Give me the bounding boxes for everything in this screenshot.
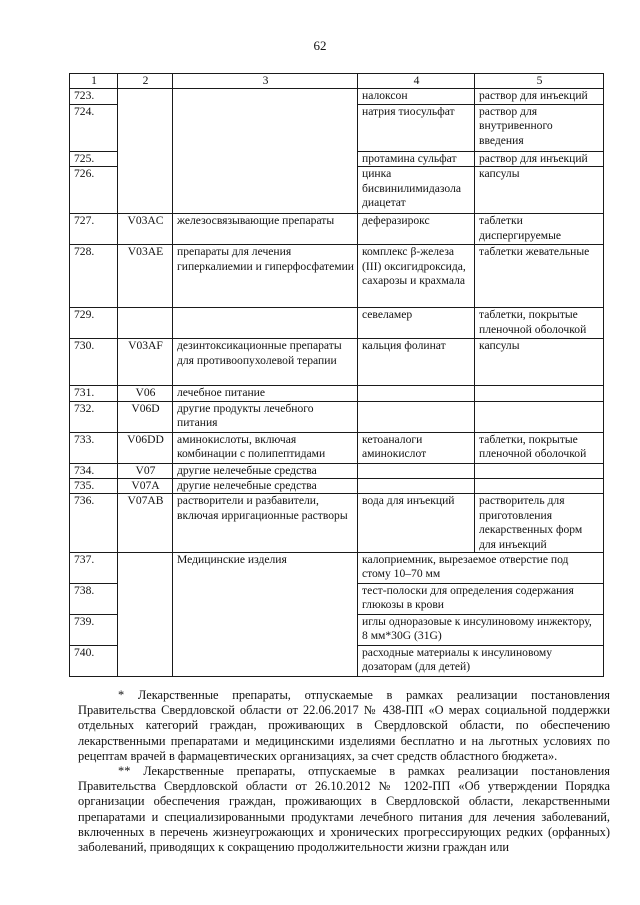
table-header-row bbox=[70, 74, 604, 89]
drug-name: натрия тиосульфат bbox=[358, 104, 475, 151]
drug-name: цинка бисвинилимидазола диацетат bbox=[358, 167, 475, 214]
table-row bbox=[70, 494, 604, 553]
atc-code bbox=[118, 553, 173, 677]
dosage-form: раствор для внутривенного введения bbox=[475, 104, 604, 151]
atc-code bbox=[118, 89, 173, 214]
dosage-form: раствор для инъекций bbox=[475, 89, 604, 104]
drug-name: севеламер bbox=[358, 308, 475, 339]
atc-code: V03AF bbox=[118, 339, 173, 386]
atc-code: V06DD bbox=[118, 432, 173, 463]
dosage-form: таблетки, покрытые пленочной оболочкой bbox=[475, 308, 604, 339]
table-row bbox=[70, 401, 604, 432]
group-name: другие продукты лечебного питания bbox=[173, 401, 358, 432]
group-name: железосвязывающие препараты bbox=[173, 214, 358, 245]
header-col-3: 3 bbox=[173, 74, 358, 89]
table-body bbox=[70, 89, 604, 677]
dosage-form: таблетки диспергируемые bbox=[475, 214, 604, 245]
group-name: другие нелечебные средства bbox=[173, 479, 358, 494]
drug-name bbox=[358, 386, 475, 401]
row-number: 725. bbox=[70, 151, 118, 166]
page-number: 62 bbox=[313, 38, 327, 53]
row-number: 734. bbox=[70, 463, 118, 478]
device-name: тест-полоски для определения содержания глюкозы в крови bbox=[358, 584, 604, 615]
row-number: 727. bbox=[70, 214, 118, 245]
drug-name bbox=[358, 401, 475, 432]
table-row bbox=[70, 308, 604, 339]
table-row bbox=[70, 214, 604, 245]
table-row bbox=[70, 479, 604, 494]
row-number: 724. bbox=[70, 104, 118, 151]
dosage-form: таблетки жевательные bbox=[475, 245, 604, 308]
row-number: 733. bbox=[70, 432, 118, 463]
dosage-form: капсулы bbox=[475, 339, 604, 386]
row-number: 740. bbox=[70, 646, 118, 677]
row-number: 726. bbox=[70, 167, 118, 214]
dosage-form bbox=[475, 386, 604, 401]
row-number: 731. bbox=[70, 386, 118, 401]
medicines-table bbox=[69, 73, 604, 677]
group-name bbox=[173, 89, 358, 214]
row-number: 732. bbox=[70, 401, 118, 432]
dosage-form: растворитель для приготовления лекарственных форм для инъекций bbox=[475, 494, 604, 553]
drug-name: комплекс β-железа (III) оксигидроксида, сахарозы и крахмала bbox=[358, 245, 475, 308]
device-name: расходные материалы к инсулиновому дозаторам (для детей) bbox=[358, 646, 604, 677]
atc-code: V03AC bbox=[118, 214, 173, 245]
drug-name bbox=[358, 479, 475, 494]
drug-name: кальция фолинат bbox=[358, 339, 475, 386]
atc-code: V06D bbox=[118, 401, 173, 432]
dosage-form bbox=[475, 463, 604, 478]
drug-name: налоксон bbox=[358, 89, 475, 104]
dosage-form bbox=[475, 401, 604, 432]
dosage-form: раствор для инъекций bbox=[475, 151, 604, 166]
table-row bbox=[70, 432, 604, 463]
group-name: лечебное питание bbox=[173, 386, 358, 401]
row-number: 728. bbox=[70, 245, 118, 308]
atc-code: V07 bbox=[118, 463, 173, 478]
row-number: 738. bbox=[70, 584, 118, 615]
drug-name: вода для инъекций bbox=[358, 494, 475, 553]
dosage-form: капсулы bbox=[475, 167, 604, 214]
dosage-form bbox=[475, 479, 604, 494]
footnotes bbox=[78, 688, 610, 855]
device-name: иглы одноразовые к инсулиновому инжектору, 8 мм*30G (31G) bbox=[358, 615, 604, 646]
header-col-5: 5 bbox=[475, 74, 604, 89]
device-name: калоприемник, вырезаемое отверстие под стому 10–70 мм bbox=[358, 553, 604, 584]
drug-name bbox=[358, 463, 475, 478]
group-name: Медицинские изделия bbox=[173, 553, 358, 677]
row-number: 723. bbox=[70, 89, 118, 104]
drug-name: деферазирокс bbox=[358, 214, 475, 245]
row-number: 737. bbox=[70, 553, 118, 584]
header-col-1: 1 bbox=[70, 74, 118, 89]
table-row bbox=[70, 386, 604, 401]
row-number: 729. bbox=[70, 308, 118, 339]
drug-name: протамина сульфат bbox=[358, 151, 475, 166]
footnote-single-star: * Лекарственные препараты, отпускаемые в рамках реализации постановления Правительства Свердловской области от 22.06.2017 № 438-ПП «О мерах социальной поддержки отдельных категорий граждан, проживающих в Свердловской области, по обеспечению лекарственными препаратами и медицинскими изделиями бесплатно и на льготных условиях по рецептам врачей в фармацевтических организациях, за счет средств областного бюджета». bbox=[78, 688, 610, 763]
table-row bbox=[70, 89, 604, 104]
row-number: 735. bbox=[70, 479, 118, 494]
row-number: 736. bbox=[70, 494, 118, 553]
atc-code: V07AB bbox=[118, 494, 173, 553]
row-number: 739. bbox=[70, 615, 118, 646]
header-col-2: 2 bbox=[118, 74, 173, 89]
group-name: аминокислоты, включая комбинации с полипептидами bbox=[173, 432, 358, 463]
row-number: 730. bbox=[70, 339, 118, 386]
table-row bbox=[70, 553, 604, 584]
atc-code: V03AE bbox=[118, 245, 173, 308]
atc-code bbox=[118, 308, 173, 339]
table-row bbox=[70, 463, 604, 478]
group-name: препараты для лечения гиперкалиемии и гиперфосфатемии bbox=[173, 245, 358, 308]
atc-code: V07A bbox=[118, 479, 173, 494]
drug-name: кетоаналоги аминокислот bbox=[358, 432, 475, 463]
group-name: другие нелечебные средства bbox=[173, 463, 358, 478]
header-col-4: 4 bbox=[358, 74, 475, 89]
atc-code: V06 bbox=[118, 386, 173, 401]
table-row bbox=[70, 245, 604, 308]
footnote-double-star: ** Лекарственные препараты, отпускаемые в рамках реализации постановления Правительства Свердловской области от 26.10.2012 № 1202-ПП «Об утверждении Порядка организации обеспечения граждан, проживающих в Свердловской области, лекарственными препаратами и специализированными продуктами лечебного питания для лечения заболеваний, включенных в перечень жизнеугрожающих и хронических прогрессирующих редких (орфанных) заболеваний, приводящих к сокращению продолжительности жизни граждан или bbox=[78, 764, 610, 855]
dosage-form: таблетки, покрытые пленочной оболочкой bbox=[475, 432, 604, 463]
group-name: дезинтоксикационные препараты для противоопухолевой терапии bbox=[173, 339, 358, 386]
table-row bbox=[70, 339, 604, 386]
group-name: растворители и разбавители, включая ирригационные растворы bbox=[173, 494, 358, 553]
group-name bbox=[173, 308, 358, 339]
